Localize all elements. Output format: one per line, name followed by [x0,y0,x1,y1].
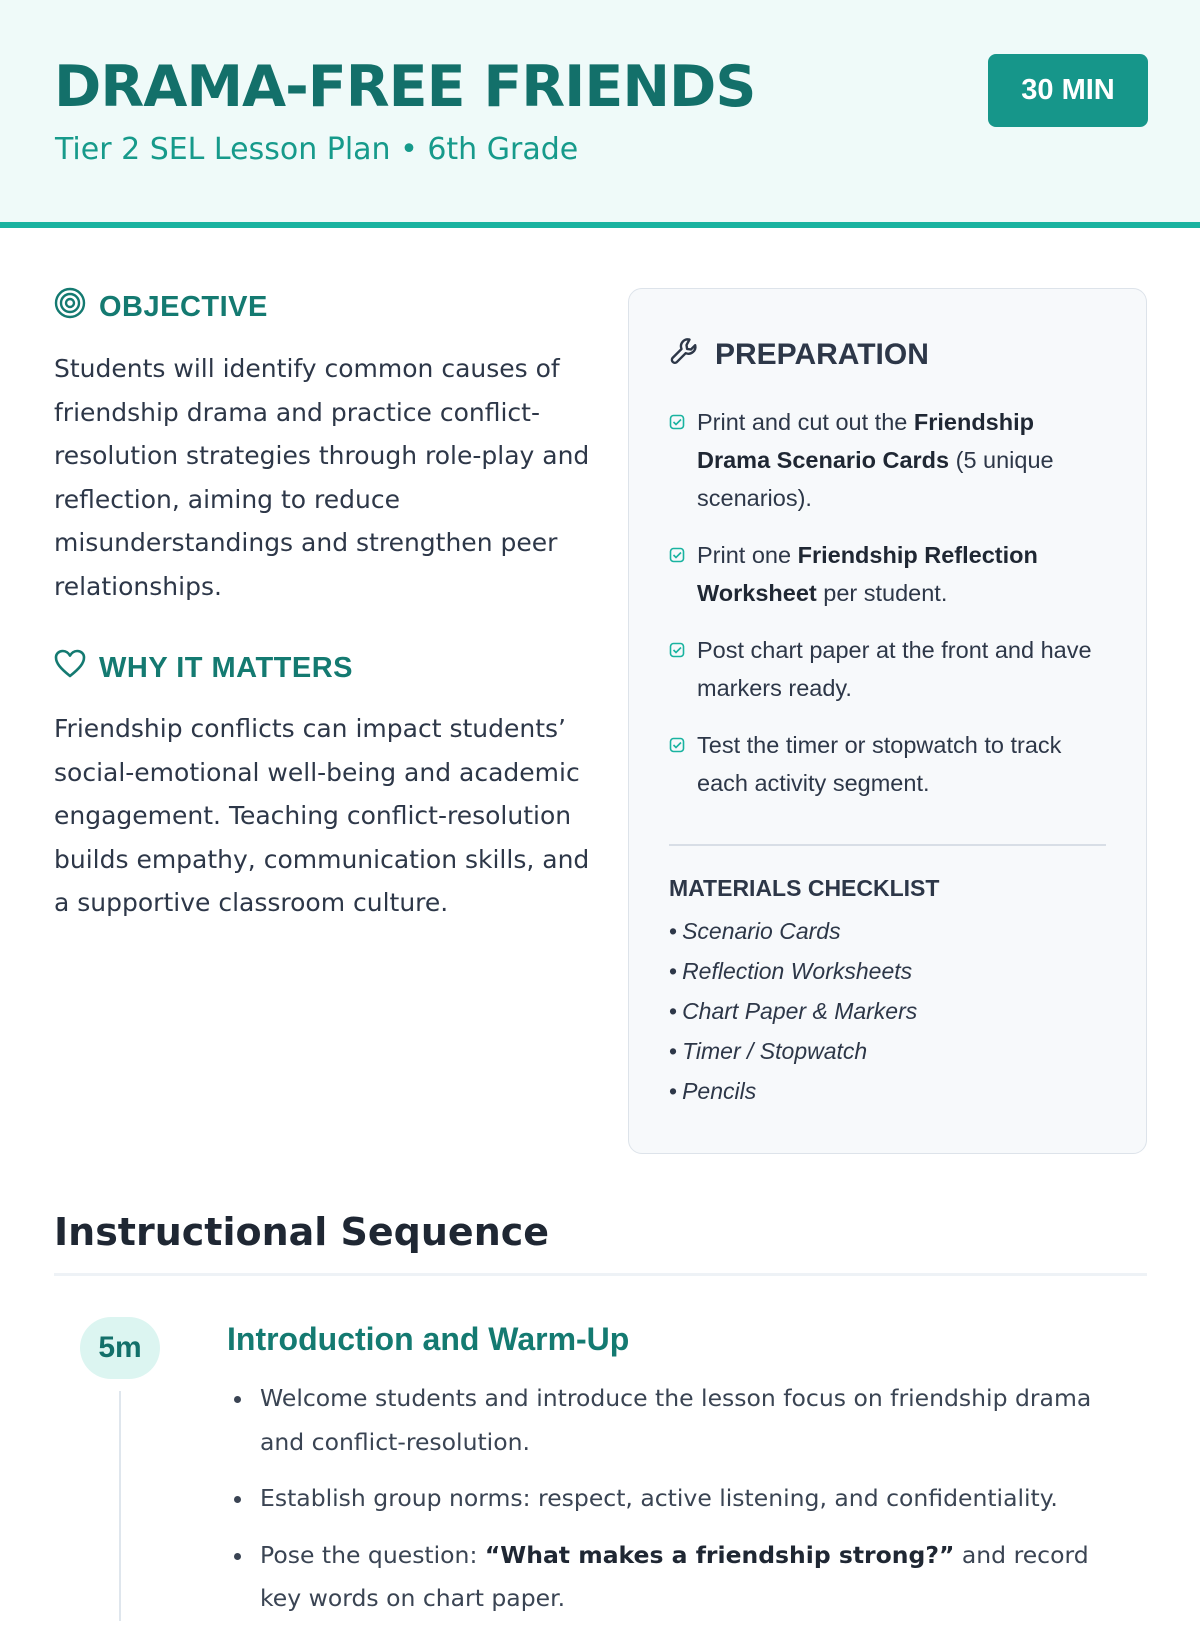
timeline-line [119,1391,121,1621]
step-list [227,1377,1127,1634]
heart-icon [54,648,86,688]
lesson-header [0,0,1200,228]
checkbox-icon [669,414,685,430]
list-item: Establish group norms: respect, active listening, and confidentiality. [227,1477,1127,1521]
list-item: Pose the question: “What makes a friendship strong?” and record key words on chart paper. [227,1534,1127,1621]
why-heading-label: WHY IT MATTERS [99,651,354,684]
objective-heading [54,287,268,327]
prep-task: Test the timer or stopwatch to track each activity segment. [669,726,1109,802]
objective-heading-label: OBJECTIVE [99,290,268,323]
sequence-title: Instructional Sequence [54,1210,550,1254]
prep-task: Post chart paper at the front and have markers ready. [669,631,1109,707]
prep-task: Print one Friendship Reflection Worksheet per student. [669,536,1109,612]
list-item: Welcome students and introduce the lesson focus on friendship drama and conflict-resolution. [227,1377,1127,1464]
checkbox-icon [669,547,685,563]
wrench-icon [669,335,701,375]
prep-task: Print and cut out the Friendship Drama Scenario Cards (5 unique scenarios). [669,403,1109,517]
materials-list [669,911,917,1111]
list-item: • Chart Paper & Markers [669,998,918,1024]
list-item: • Timer / Stopwatch [669,1038,868,1064]
duration-badge: 30 MIN [988,54,1148,127]
list-item: • Scenario Cards [669,918,841,944]
checkbox-icon [669,642,685,658]
divider [669,844,1106,846]
objective-text: Students will identify common causes of friendship drama and practice conflict-resolution strategies through role-play and reflection, aiming to reduce misunderstandings and strengthen peer relationships. [54,354,590,601]
why-heading [54,648,353,688]
preparation-card [628,288,1147,1154]
preparation-heading [669,335,929,375]
checkbox-icon [669,737,685,753]
list-item: • Reflection Worksheets [669,958,913,984]
why-text: Friendship conflicts can impact students’ social-emotional well-being and academic engagement. Teaching conflict-resolution builds empathy, communication skills, and a supportive classroom culture. [54,714,590,917]
preparation-heading-label: PREPARATION [715,338,929,371]
divider [54,1273,1147,1276]
step-time-badge: 5m [80,1317,160,1379]
target-icon [54,287,86,327]
lesson-title: DRAMA-FREE FRIENDS [54,54,756,120]
lesson-subtitle: Tier 2 SEL Lesson Plan • 6th Grade [55,132,579,167]
list-item: • Pencils [669,1078,757,1104]
materials-heading: MATERIALS CHECKLIST [669,875,940,901]
step-title: Introduction and Warm-Up [227,1321,630,1357]
